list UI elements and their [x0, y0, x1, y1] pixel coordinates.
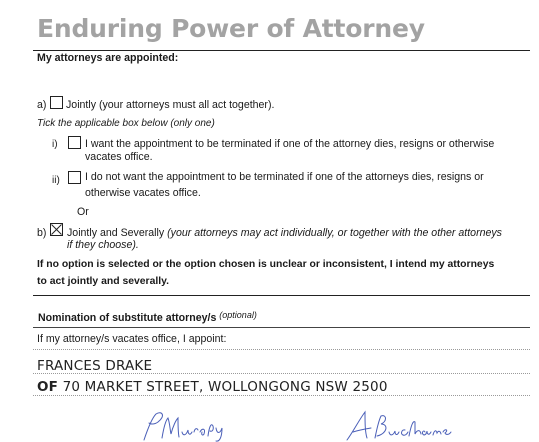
- section-heading: My attorneys are appointed:: [37, 52, 179, 64]
- default-note-line1: If no option is selected or the option chosen is unclear or inconsistent, I intend my attorneys: [37, 259, 495, 270]
- option-b-marker: b): [37, 227, 47, 239]
- or-text: Or: [77, 206, 89, 218]
- heading-underline: [33, 327, 530, 328]
- default-note-line2: to act jointly and severally.: [37, 276, 170, 287]
- option-b-text: Jointly and Severally: [67, 227, 165, 239]
- option-a-checkbox[interactable]: [50, 96, 63, 109]
- name-dotline: [33, 373, 530, 374]
- substitute-heading: Nomination of substitute attorney/s: [38, 312, 217, 324]
- page-title: Enduring Power of Attorney: [37, 14, 425, 43]
- substitute-optional: (optional): [219, 310, 257, 320]
- substitute-address-field[interactable]: 70 MARKET STREET, WOLLONGONG NSW 2500: [62, 379, 388, 395]
- sub-ii-marker: ii): [52, 175, 60, 186]
- substitute-address-row: [37, 379, 388, 395]
- substitute-heading-row: [38, 311, 257, 325]
- option-b-checkbox[interactable]: [50, 223, 63, 236]
- address-dotline: [33, 395, 530, 396]
- sub-i-marker: i): [52, 139, 58, 150]
- substitute-intro: If my attorney/s vacates office, I appoint:: [37, 333, 227, 345]
- sub-ii-text-line1: I do not want the appointment to be terminated if one of the attorneys dies, resigns or: [85, 171, 484, 183]
- sub-i-text-line1: I want the appointment to be terminated if one of the attorney dies, resigns or otherwise: [85, 138, 495, 150]
- sub-i-checkbox[interactable]: [68, 136, 81, 149]
- cross-mark-icon: [51, 224, 62, 235]
- option-a-marker: a): [37, 99, 47, 111]
- sub-i-text-line2: vacates office.: [85, 151, 153, 163]
- option-b-italic-line2: if they choose).: [67, 239, 139, 251]
- option-b-italic-line1: (your attorneys may act individually, or together with the other attorneys: [167, 227, 502, 239]
- option-a-text: Jointly (your attorneys must all act together).: [66, 99, 275, 111]
- section-divider: [33, 295, 530, 296]
- signature-left: [140, 410, 230, 442]
- substitute-name-field[interactable]: FRANCES DRAKE: [37, 358, 153, 374]
- sub-ii-checkbox[interactable]: [68, 171, 81, 184]
- of-label: OF: [37, 379, 59, 395]
- sub-ii-text-line2: otherwise vacates office.: [85, 187, 201, 199]
- tick-instruction: Tick the applicable box below (only one): [37, 118, 215, 129]
- signature-right: [345, 410, 455, 442]
- intro-dotline: [33, 349, 530, 350]
